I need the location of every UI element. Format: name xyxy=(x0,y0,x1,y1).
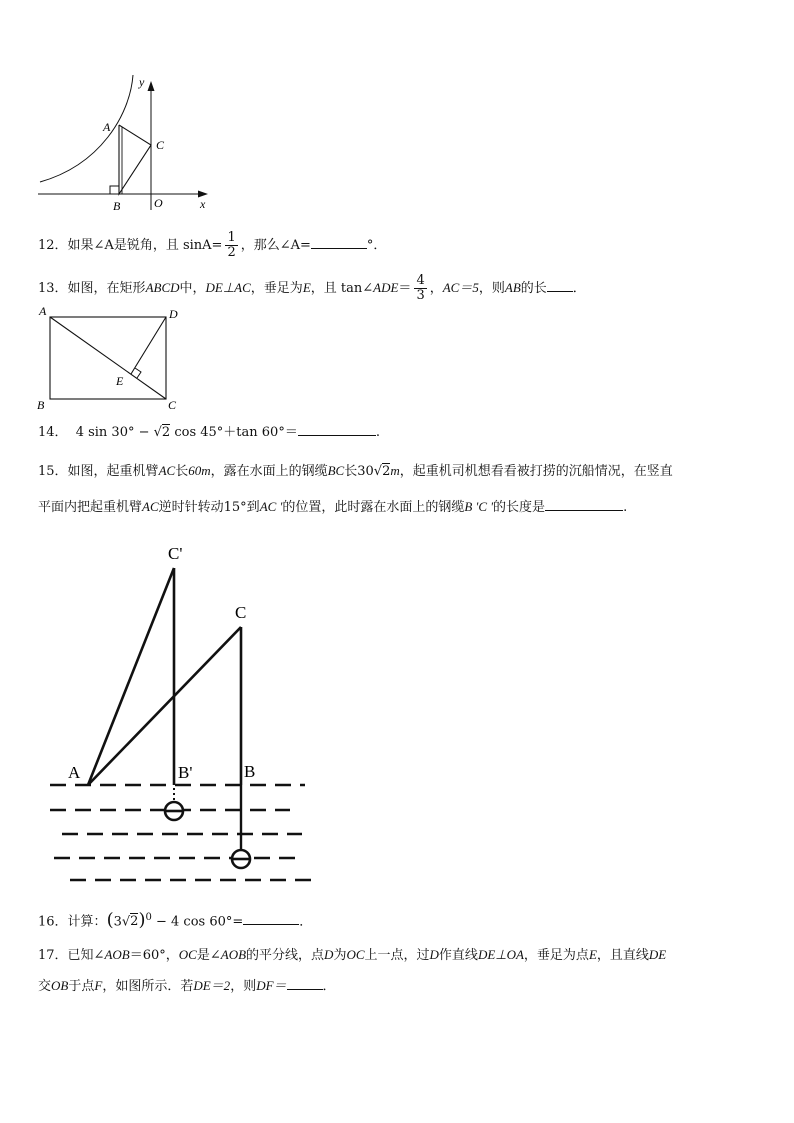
right-angle-mark xyxy=(110,186,119,194)
paren-close: ) xyxy=(138,909,146,931)
segment-de xyxy=(131,317,166,374)
sqrt-sign: √ xyxy=(121,914,131,930)
sqrt-sign: √ xyxy=(153,425,162,440)
label-b-prime: B' xyxy=(178,763,193,782)
answer-blank[interactable] xyxy=(545,498,623,511)
fraction-four-thirds: $\frac{4}{3}$ xyxy=(416,273,425,303)
fraction-one-half: $\frac{1}{2}$ xyxy=(227,230,236,260)
figure-coordinate-plane xyxy=(30,70,220,220)
question-12: 12．如果∠A是锐角，且 sinA= $\frac{1}{2}$ ，那么∠A= °． xyxy=(38,230,387,260)
answer-blank[interactable] xyxy=(287,977,323,990)
label-a: A xyxy=(39,304,47,318)
figure-rectangle-abcd xyxy=(36,304,196,412)
label-a: A xyxy=(103,120,111,134)
question-15-line-1: 15．如图，起重机臂AC长60m，露在水面上的钢缆BC长30√2m，起重机司机想看看被打捞的沉船情况，在竖直 xyxy=(38,463,673,479)
label-y: y xyxy=(139,75,145,89)
answer-blank[interactable] xyxy=(243,912,299,925)
y-axis-arrow-icon xyxy=(148,81,155,91)
question-15-line-2: 平面内把起重机臂AC逆时针转动15°到AC '的位置，此时露在水面上的钢缆B 'C '的长度是 . xyxy=(38,499,628,515)
label-o: O xyxy=(154,196,163,210)
label-x: x xyxy=(200,197,206,211)
question-16: 16．计算：$(3√2)^0 - 4$ cos 60°= ． xyxy=(38,909,313,931)
label-c: C xyxy=(235,603,247,622)
boom-ac-prime xyxy=(88,568,174,785)
label-b: B xyxy=(37,398,45,412)
question-13: 13．如图，在矩形ABCD中，DE⊥AC，垂足为E，且 tan∠ADE＝ $\frac{4}{3}$ ，AC＝5，则AB的长 ． xyxy=(38,273,586,303)
figure-crane xyxy=(40,540,330,890)
label-b: B xyxy=(113,199,121,213)
label-c: C xyxy=(156,138,165,152)
question-17-line-2: 交OB于点F，如图所示．若DE＝2，则DF＝ ． xyxy=(38,978,336,994)
question-14: 14． 4 sin 30° − √2 cos 45°＋tan 60°＝ . xyxy=(38,425,380,440)
answer-blank[interactable] xyxy=(298,423,376,436)
question-17-line-1: 17．已知∠AOB＝60°，OC是∠AOB的平分线，点D为OC上一点，过D作直线DE⊥OA，垂足为点E，且直线DE xyxy=(38,947,667,963)
label-c-prime: C' xyxy=(168,544,183,563)
label-d: D xyxy=(169,307,178,321)
right-angle-mark xyxy=(135,368,141,378)
boom-ac xyxy=(88,627,241,785)
label-e: E xyxy=(116,374,124,388)
triangle-abc xyxy=(119,125,151,194)
paren-open: ( xyxy=(106,909,114,931)
sqrt-sign: √ xyxy=(373,464,383,479)
diagonal-ac xyxy=(50,317,166,399)
answer-blank[interactable] xyxy=(311,236,367,249)
label-a: A xyxy=(68,763,81,782)
label-c: C xyxy=(168,398,177,412)
label-b: B xyxy=(244,762,256,781)
answer-blank[interactable] xyxy=(547,279,573,292)
